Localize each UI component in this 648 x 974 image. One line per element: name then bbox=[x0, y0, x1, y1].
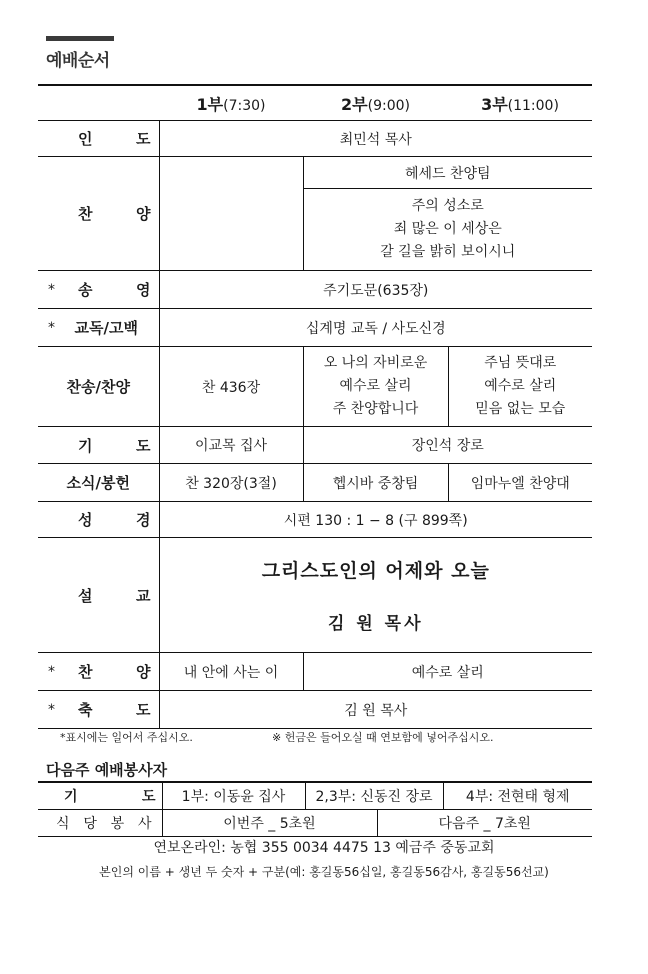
next-prayer-row bbox=[38, 782, 592, 810]
next-week-title: 다음주 예배봉사자 bbox=[46, 761, 168, 779]
label-praise: 찬 양 bbox=[38, 157, 159, 271]
label-doxology: * 송 영 bbox=[38, 271, 159, 309]
row-praise-team bbox=[38, 157, 592, 189]
sermon-cell bbox=[159, 538, 592, 653]
closing-hymn-service-1: 내 안에 사는 이 bbox=[159, 653, 303, 691]
scripture-value: 시편 130 : 1 − 8 (구 899쪽) bbox=[159, 502, 592, 538]
label-sermon: 설 교 bbox=[38, 538, 159, 653]
row-closing-hymn bbox=[38, 653, 592, 691]
doxology-value: 주기도문(635장) bbox=[159, 271, 592, 309]
praise-empty-1 bbox=[159, 157, 303, 271]
next-prayer-4: 4부: 전현태 형제 bbox=[443, 782, 592, 810]
label-benediction: * 축 도 bbox=[38, 691, 159, 729]
online-offering-note: 본인의 이름 + 생년 두 숫자 + 구분(예: 홍길동56십일, 홍길동56감사, 홍길동56선교) bbox=[99, 865, 549, 879]
next-prayer-1: 1부: 이동윤 집사 bbox=[162, 782, 305, 810]
praise-songs: 주의 성소로 죄 많은 이 세상은 갈 길을 밝히 보이시니 bbox=[303, 189, 592, 271]
row-invocation bbox=[38, 121, 592, 157]
online-offering-account: 연보온라인: 농협 355 0034 4475 13 예금주 중동교회 bbox=[153, 840, 495, 856]
standing-note: *표시에는 일어서 주십시오. bbox=[60, 731, 193, 744]
hymn-service-2: 오 나의 자비로운 예수로 살리 주 찬양합니다 bbox=[303, 347, 448, 427]
prayer-service-23: 장인석 장로 bbox=[303, 427, 592, 464]
next-week-table bbox=[38, 781, 592, 837]
service-2: 2부(9:00) bbox=[303, 85, 448, 121]
invocation-value: 최민석 목사 bbox=[159, 121, 592, 157]
praise-team: 헤세드 찬양팀 bbox=[303, 157, 592, 189]
creed-value: 십계명 교독 / 사도신경 bbox=[159, 309, 592, 347]
sermon-pastor: 김 원 목사 bbox=[327, 614, 424, 634]
hymn-service-3: 주님 뜻대로 예수로 살리 믿음 없는 모습 bbox=[448, 347, 592, 427]
sermon-title: 그리스도인의 어제와 오늘 bbox=[261, 560, 490, 582]
row-news bbox=[38, 464, 592, 502]
next-kitchen-this-week: 이번주 _ 5초원 bbox=[162, 810, 377, 837]
row-benediction bbox=[38, 691, 592, 729]
row-creed bbox=[38, 309, 592, 347]
next-kitchen-label: 식 당 봉 사 bbox=[38, 810, 162, 837]
title-accent-bar bbox=[46, 36, 114, 41]
worship-order-table bbox=[38, 84, 592, 729]
label-closing-hymn: * 찬 양 bbox=[38, 653, 159, 691]
page-title: 예배순서 bbox=[46, 51, 110, 71]
service-3: 3부(11:00) bbox=[448, 85, 592, 121]
news-service-1: 찬 320장(3절) bbox=[159, 464, 303, 502]
hymn-service-1: 찬 436장 bbox=[159, 347, 303, 427]
next-prayer-label: 기 도 bbox=[38, 782, 162, 810]
benediction-value: 김 원 목사 bbox=[159, 691, 592, 729]
label-creed: * 교독/고백 bbox=[38, 309, 159, 347]
row-sermon bbox=[38, 538, 592, 653]
news-service-3: 임마누엘 찬양대 bbox=[448, 464, 592, 502]
label-scripture: 성 경 bbox=[38, 502, 159, 538]
next-prayer-23: 2,3부: 신동진 장로 bbox=[305, 782, 443, 810]
label-prayer: 기 도 bbox=[38, 427, 159, 464]
label-news: 소식/봉헌 bbox=[38, 464, 159, 502]
news-service-2: 헵시바 중창팀 bbox=[303, 464, 448, 502]
prayer-service-1: 이교목 집사 bbox=[159, 427, 303, 464]
row-prayer bbox=[38, 427, 592, 464]
next-kitchen-row bbox=[38, 810, 592, 837]
row-scripture bbox=[38, 502, 592, 538]
offering-note: ※ 헌금은 들어오실 때 연보함에 넣어주십시오. bbox=[272, 731, 494, 744]
closing-hymn-service-23: 예수로 살리 bbox=[303, 653, 592, 691]
row-hymn bbox=[38, 347, 592, 427]
next-kitchen-next-week: 다음주 _ 7초원 bbox=[377, 810, 592, 837]
label-hymn: 찬송/찬양 bbox=[38, 347, 159, 427]
row-doxology bbox=[38, 271, 592, 309]
service-1: 1부(7:30) bbox=[159, 85, 303, 121]
label-invocation: 인 도 bbox=[38, 121, 159, 157]
service-header-row bbox=[38, 85, 592, 121]
